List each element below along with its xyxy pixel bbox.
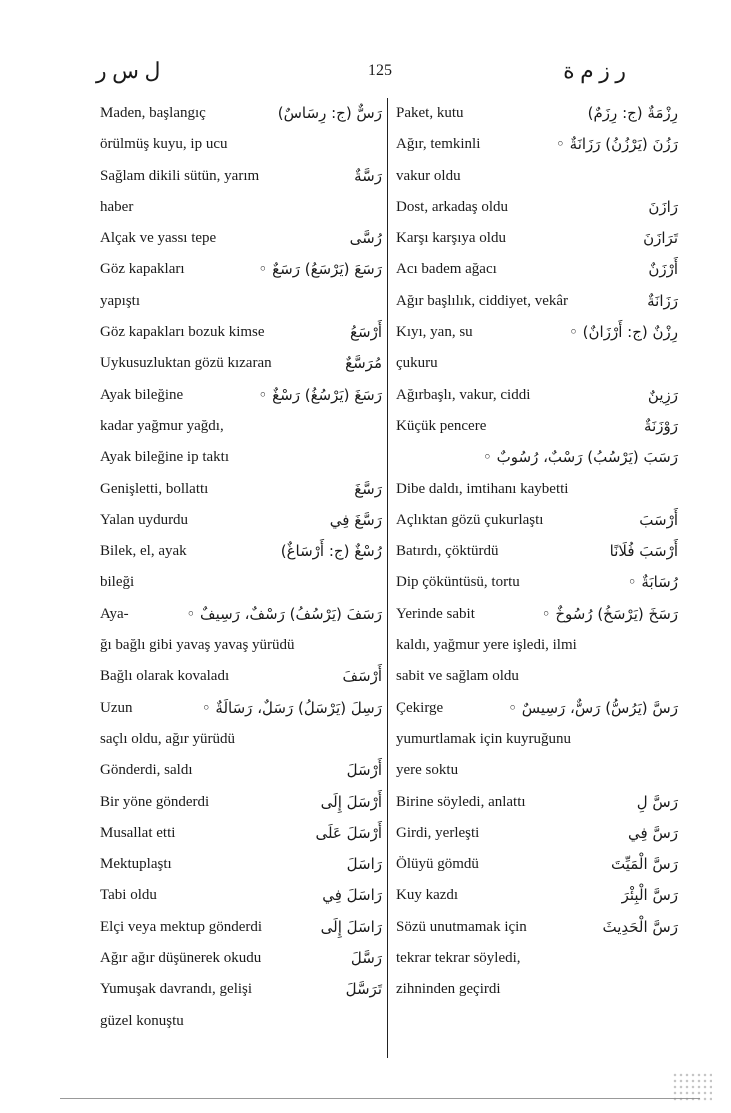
turkish-definition: Göz kapakları bozuk kimse — [100, 324, 265, 341]
entry-row — [100, 286, 382, 317]
entry-row — [396, 98, 678, 129]
entry-row — [396, 317, 678, 348]
turkish-definition: Kıyı, yan, su — [396, 324, 473, 341]
entry-row — [396, 849, 678, 880]
turkish-definition: Musallat etti — [100, 824, 176, 841]
entry-row — [396, 286, 678, 317]
turkish-definition: Ağır, temkinli — [396, 136, 481, 153]
entry-row — [100, 880, 382, 911]
arabic-headword: رَاسَلَ إِلَى — [320, 917, 382, 936]
arabic-headword: تَرَازَنَ — [643, 229, 678, 248]
turkish-definition: Girdi, yerleşti — [396, 824, 480, 841]
turkish-definition: Bir yöne gönderdi — [100, 793, 210, 810]
turkish-definition: haber — [100, 198, 134, 215]
turkish-definition: örülmüş kuyu, ip ucu — [100, 136, 228, 153]
entry-row — [396, 442, 678, 473]
arabic-headword: أَرْسَبَ — [639, 510, 678, 529]
arabic-headword: رَسَّةٌ — [354, 166, 382, 185]
turkish-definition: Elçi veya mektup gönderdi — [100, 918, 263, 935]
arabic-headword: رَسَفَ (يَرْسُفُ) رَسْفٌ، رَسِيفٌ ◦ — [186, 604, 382, 623]
arabic-headword: أَرْسَبَ فُلَانًا — [609, 542, 678, 561]
arabic-headword: رُسْغٌ (ج: أَرْسَاغٌ) — [280, 542, 382, 561]
entry-row — [396, 880, 678, 911]
arabic-headword: رَزُنَ (يَرْزُنُ) رَزَانَةٌ ◦ — [556, 135, 678, 154]
entry-row — [396, 599, 678, 630]
arabic-headword: رَسَّ الْمَيِّتَ — [611, 855, 678, 874]
entry-row — [396, 661, 678, 692]
turkish-definition: çukuru — [396, 355, 438, 372]
entry-row — [100, 787, 382, 818]
column-divider — [387, 98, 388, 1058]
entry-row — [100, 599, 382, 630]
entry-row — [100, 380, 382, 411]
scan-noise — [672, 1072, 712, 1102]
turkish-definition: Bilek, el, ayak — [100, 543, 187, 560]
turkish-definition: Mektuplaştı — [100, 856, 172, 873]
entry-row — [100, 849, 382, 880]
entry-row — [396, 505, 678, 536]
entry-row — [396, 474, 678, 505]
entry-row — [396, 943, 678, 974]
turkish-definition: Gönderdi, saldı — [100, 762, 193, 779]
entry-row — [396, 192, 678, 223]
entry-row — [396, 724, 678, 755]
arabic-headword: رَسَبَ (يَرْسُبُ) رَسْبٌ، رُسُوبٌ ◦ — [483, 448, 678, 467]
arabic-headword: رَاسَلَ — [346, 855, 382, 874]
entry-row — [396, 787, 678, 818]
right-column — [396, 98, 678, 1006]
entry-row — [396, 348, 678, 379]
turkish-definition: Dip çöküntüsü, tortu — [396, 574, 520, 591]
arabic-headword: رَسَعَ (يَرْسَعُ) رَسَعٌ ◦ — [258, 260, 382, 279]
entry-row — [100, 818, 382, 849]
turkish-definition: saçlı oldu, ağır yürüdü — [100, 730, 235, 747]
turkish-definition: kadar yağmur yağdı, — [100, 417, 224, 434]
turkish-definition: Ayak bileğine ip taktı — [100, 449, 230, 466]
arabic-headword: رَسَّ لِ — [636, 792, 678, 811]
turkish-definition: Bağlı olarak kovaladı — [100, 668, 230, 685]
arabic-headword: أَرْسَلَ إِلَى — [320, 792, 382, 811]
entry-row — [100, 974, 382, 1005]
arabic-headword: رُسَابَةٌ ◦ — [627, 573, 678, 592]
arabic-headword: رَسَّ الْحَدِيثَ — [602, 917, 678, 936]
entry-row — [100, 129, 382, 160]
entry-row — [100, 192, 382, 223]
entry-row — [100, 442, 382, 473]
arabic-headword: رَزِينٌ — [647, 385, 678, 404]
entry-row — [396, 630, 678, 661]
arabic-headword: رَسَّ فِي — [628, 823, 678, 842]
turkish-definition: Batırdı, çöktürdü — [396, 543, 499, 560]
entry-row — [100, 912, 382, 943]
turkish-definition: Yerinde sabit — [396, 605, 475, 622]
arabic-headword: رَسَّغَ — [354, 479, 382, 498]
turkish-definition: Kuy kazdı — [396, 887, 459, 904]
turkish-definition: Çekirge — [396, 699, 444, 716]
turkish-definition: Göz kapakları — [100, 261, 185, 278]
arabic-headword: رُسَّى — [349, 229, 382, 248]
entry-row — [100, 630, 382, 661]
entry-row — [100, 161, 382, 192]
entry-row — [396, 380, 678, 411]
entry-row — [100, 254, 382, 285]
turkish-definition: Yumuşak davrandı, gelişi — [100, 981, 253, 998]
turkish-definition: Açlıktan gözü çukurlaştı — [396, 511, 544, 528]
arabic-headword: رَازَنَ — [648, 197, 678, 216]
arabic-headword: رَسَّغَ فِي — [329, 510, 382, 529]
header-left-letters: ل س ر — [96, 58, 161, 83]
entry-row — [396, 254, 678, 285]
arabic-headword: رَوْزَنَةٌ — [644, 416, 678, 435]
turkish-definition: Birine söyledi, anlattı — [396, 793, 526, 810]
entry-row — [100, 693, 382, 724]
entry-row — [396, 536, 678, 567]
turkish-definition: bileği — [100, 574, 135, 591]
turkish-definition: Dibe daldı, imtihanı kaybetti — [396, 480, 569, 497]
turkish-definition: Ayak bileğine — [100, 386, 184, 403]
turkish-definition: Ağırbaşlı, vakur, ciddi — [396, 386, 531, 403]
arabic-headword: أَرْسَلَ عَلَى — [315, 823, 382, 842]
arabic-headword: رَسَغَ (يَرْسُغُ) رَسْغٌ ◦ — [258, 385, 382, 404]
turkish-definition: Ölüyü gömdü — [396, 856, 479, 873]
entry-row — [100, 317, 382, 348]
arabic-headword: رَسَّ الْبِئْرَ — [621, 886, 678, 905]
arabic-headword: رَزَانَةٌ — [647, 291, 678, 310]
page-header — [96, 58, 626, 88]
turkish-definition: Maden, başlangıç — [100, 105, 206, 121]
turkish-definition: yumurtlamak için kuyruğunu — [396, 730, 571, 747]
entry-row — [396, 129, 678, 160]
arabic-headword: مُرَسَّعٌ — [345, 354, 382, 373]
turkish-definition: tekrar tekrar söyledi, — [396, 950, 521, 967]
arabic-headword: رِزْمَةٌ (ج: رِزَمٌ) — [587, 104, 678, 122]
arabic-headword: رَسَخَ (يَرْسَخُ) رُسُوخٌ ◦ — [541, 604, 678, 623]
entry-row — [396, 755, 678, 786]
entry-row — [100, 943, 382, 974]
arabic-headword: أَرْسَعُ — [350, 323, 382, 342]
turkish-definition: Genişletti, bollattı — [100, 480, 209, 497]
entry-row — [396, 567, 678, 598]
left-column — [100, 98, 382, 1037]
entry-row — [100, 661, 382, 692]
turkish-definition: Dost, arkadaş oldu — [396, 198, 509, 215]
entry-row — [100, 567, 382, 598]
arabic-headword: أَرْسَفَ — [342, 667, 382, 686]
turkish-definition: Karşı karşıya oldu — [396, 230, 506, 247]
turkish-definition: Tabi oldu — [100, 887, 157, 904]
turkish-definition: Sözü unutmamak için — [396, 918, 527, 935]
arabic-headword: أَرْزَنٌ — [648, 260, 678, 279]
turkish-definition: yere soktu — [396, 762, 459, 779]
arabic-headword: تَرَسَّلَ — [345, 980, 382, 999]
turkish-definition: Uykusuzluktan gözü kızaran — [100, 355, 272, 372]
entry-row — [100, 1006, 382, 1037]
turkish-definition: Ağır başlılık, ciddiyet, vekâr — [396, 292, 569, 309]
entry-row — [100, 474, 382, 505]
arabic-headword: رَسِلَ (يَرْسَلُ) رَسَلٌ، رَسَالَةٌ ◦ — [201, 698, 382, 717]
turkish-definition: Alçak ve yassı tepe — [100, 230, 217, 247]
turkish-definition: Yalan uydurdu — [100, 511, 189, 528]
arabic-headword: رَسٌّ (ج: رِسَاسٌ) — [277, 104, 382, 122]
turkish-definition: vakur oldu — [396, 167, 461, 184]
turkish-definition: Ağır ağır düşünerek okudu — [100, 950, 262, 967]
turkish-definition: yapıştı — [100, 292, 140, 309]
entry-row — [396, 818, 678, 849]
turkish-definition: sabit ve sağlam oldu — [396, 668, 519, 685]
turkish-definition: Aya- — [100, 605, 129, 622]
bottom-rule — [60, 1098, 700, 1099]
arabic-headword: رِزْنٌ (ج: أَرْزَانٌ) ◦ — [569, 323, 678, 342]
arabic-headword: رَسَّلَ — [350, 949, 382, 968]
entry-row — [396, 161, 678, 192]
turkish-definition: Uzun — [100, 699, 133, 716]
entry-row — [396, 912, 678, 943]
entry-row — [396, 411, 678, 442]
turkish-definition: Paket, kutu — [396, 105, 464, 121]
entry-row — [396, 693, 678, 724]
turkish-definition: Sağlam dikili sütün, yarım — [100, 167, 260, 184]
arabic-headword: رَاسَلَ فِي — [322, 886, 382, 905]
turkish-definition: güzel konuştu — [100, 1012, 184, 1029]
entry-row — [396, 974, 678, 1005]
entry-row — [100, 98, 382, 129]
entry-row — [100, 755, 382, 786]
entry-row — [396, 223, 678, 254]
turkish-definition: ğı bağlı gibi yavaş yavaş yürüdü — [100, 637, 295, 654]
turkish-definition: Küçük pencere — [396, 417, 487, 434]
entry-row — [100, 411, 382, 442]
arabic-headword: أَرْسَلَ — [346, 761, 382, 780]
entry-row — [100, 536, 382, 567]
page-number: 125 — [368, 62, 392, 79]
turkish-definition: zihninden geçirdi — [396, 981, 501, 998]
turkish-definition: Acı badem ağacı — [396, 261, 497, 278]
header-right-letters: ر ز م ة — [563, 58, 626, 83]
entry-row — [100, 724, 382, 755]
entry-row — [100, 223, 382, 254]
arabic-headword: رَسَّ (يَرُسُّ) رَسٌّ، رَسِيسٌ ◦ — [508, 698, 678, 717]
entry-row — [100, 505, 382, 536]
turkish-definition: kaldı, yağmur yere işledi, ilmi — [396, 637, 577, 654]
entry-row — [100, 348, 382, 379]
